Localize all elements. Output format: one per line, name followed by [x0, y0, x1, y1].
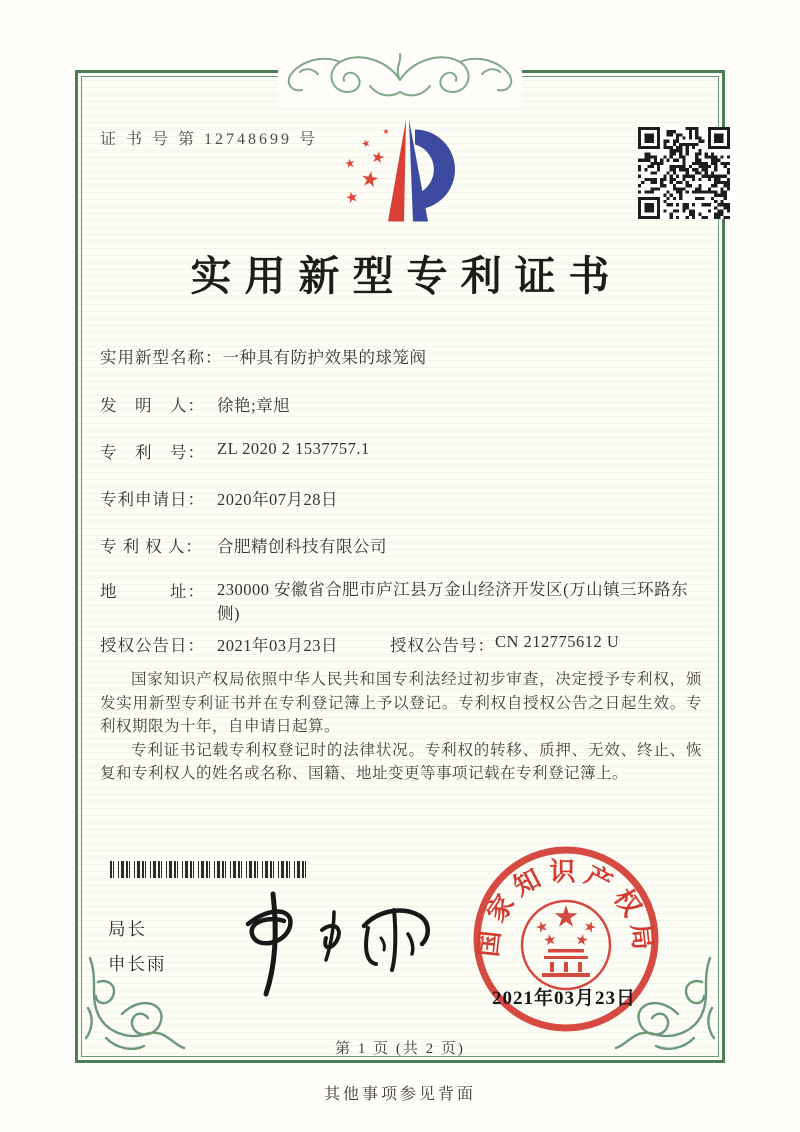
certificate-number: 证 书 号 第 12748699 号 [100, 131, 319, 148]
field-filing-date [100, 486, 338, 510]
field-value: 一种具有防护效果的球笼阀 [222, 348, 427, 367]
field-label: 发 明 人： [100, 396, 205, 415]
field-label: 地 址： [100, 582, 205, 601]
field-value: 230000 安徽省合肥市庐江县万金山经济开发区(万山镇三环路东侧) [217, 580, 689, 623]
field-label: 授权公告日： [100, 636, 205, 655]
barcode [110, 861, 306, 878]
cnipa-logo-icon [330, 108, 480, 236]
field-value: CN 212775612 U [495, 632, 620, 651]
page-number: 第 1 页 (共 2 页) [335, 1041, 465, 1057]
field-label: 专利申请日： [100, 490, 205, 509]
field-inventor [100, 392, 290, 416]
legal-paragraph-2: 专利证书记载专利权登记时的法律状况。专利权的转移、质押、无效、终止、恢复和专利权人的姓名或名称、国籍、地址变更等事项记载在专利登记簿上。 [100, 741, 702, 782]
field-address [100, 578, 703, 626]
field-patent-number [100, 439, 370, 463]
legal-text [100, 668, 702, 786]
handwritten-signature-icon [218, 886, 443, 1001]
field-label: 授权公告号： [390, 636, 495, 655]
seal-date: 2021年03月23日 [492, 988, 637, 1009]
qr-code [638, 127, 730, 219]
field-value: 2020年07月28日 [217, 490, 338, 509]
certificate-title: 实用新型专利证书 [190, 253, 623, 299]
seal-text: 国家知识产权局 [473, 857, 659, 959]
field-value: 合肥精创科技有限公司 [217, 537, 387, 556]
top-garland-ornament-icon [278, 40, 522, 108]
field-grant-date [100, 632, 620, 656]
field-label: 专 利 权 人： [100, 537, 203, 556]
field-patentee [100, 533, 387, 557]
field-value: 2021年03月23日 [217, 636, 338, 655]
legal-paragraph-1: 国家知识产权局依照中华人民共和国专利法经过初步审查，决定授予专利权，颁发实用新型专利证书并在专利登记簿上予以登记。专利权自授权公告之日起生效。专利权期限为十年，自申请日起算。 [100, 671, 702, 735]
field-value: ZL 2020 2 1537757.1 [217, 439, 370, 458]
commissioner-name: 申长雨 [108, 954, 167, 974]
commissioner-title: 局长 [108, 919, 147, 939]
field-utility-model-name [100, 344, 427, 368]
field-value: 徐艳;章旭 [217, 396, 291, 415]
back-side-note: 其他事项参见背面 [323, 1086, 476, 1103]
field-label: 专 利 号： [100, 443, 205, 462]
field-grant-number [390, 632, 619, 656]
field-label: 实用新型名称： [100, 348, 223, 367]
